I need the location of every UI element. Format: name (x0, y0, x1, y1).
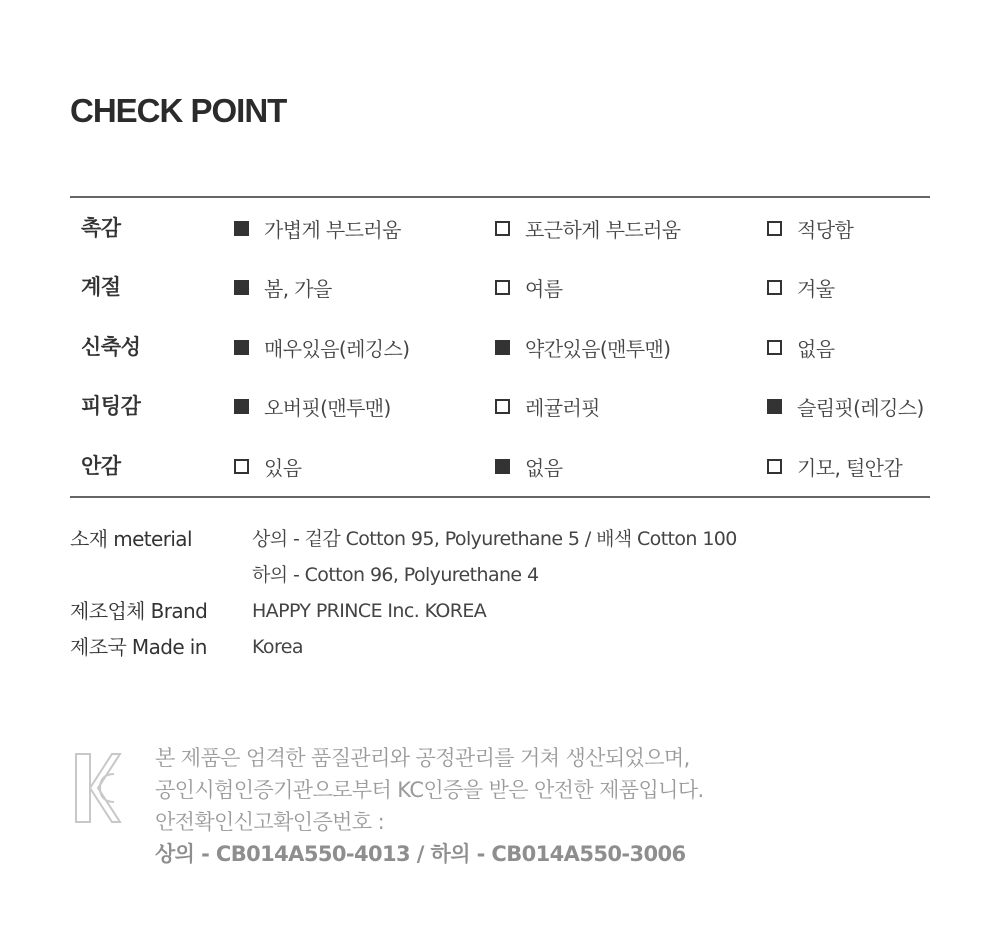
checkbox-empty (767, 280, 782, 295)
option-label: 슬림핏(레깅스) (797, 395, 924, 420)
option-item (767, 208, 853, 248)
checkbox-empty (495, 399, 510, 414)
table-row-fit (70, 386, 930, 426)
table-row-touch (70, 208, 930, 248)
brand-value: HAPPY PRINCE Inc. KOREA (252, 600, 487, 622)
kc-mark-icon (74, 752, 122, 824)
option-item (767, 327, 834, 367)
row-label: 계절 (81, 275, 121, 299)
made-in-label: 제조국 Made in (70, 635, 207, 659)
option-item (234, 327, 409, 367)
row-label: 안감 (81, 454, 121, 478)
option-label: 약간있음(맨투맨) (525, 336, 671, 361)
row-label: 피팅감 (81, 394, 141, 418)
option-item (234, 446, 301, 486)
option-item (495, 267, 562, 307)
option-item (495, 446, 562, 486)
table-row-stretch (70, 327, 930, 367)
checkbox-empty (767, 459, 782, 474)
checkbox-checked (234, 340, 249, 355)
option-label: 있음 (264, 455, 302, 480)
option-label: 매우있음(레깅스) (264, 336, 410, 361)
table-row-season (70, 267, 930, 307)
brand-label: 제조업체 Brand (70, 599, 208, 623)
option-label: 적당함 (797, 217, 854, 242)
made-in-value: Korea (252, 636, 303, 658)
checkbox-empty (767, 221, 782, 236)
option-label: 봄, 가을 (264, 276, 332, 301)
option-item (234, 386, 391, 426)
table-row-lining (70, 446, 930, 486)
option-item (767, 446, 902, 486)
row-label: 신축성 (81, 335, 141, 359)
checkbox-checked (234, 399, 249, 414)
material-label: 소재 meterial (70, 527, 192, 551)
option-item (234, 208, 401, 248)
check-point-table (70, 196, 930, 498)
option-label: 포근하게 부드러움 (525, 217, 681, 242)
page-title: CHECK POINT (70, 92, 287, 129)
option-item (767, 386, 924, 426)
checkbox-checked (495, 459, 510, 474)
kc-notice-line: 안전확인신고확인증번호 : (155, 810, 385, 834)
checkbox-empty (767, 340, 782, 355)
material-line-bottom: 하의 - Cotton 96, Polyurethane 4 (252, 564, 539, 586)
option-label: 없음 (525, 455, 563, 480)
option-label: 오버핏(맨투맨) (264, 395, 391, 420)
option-item (767, 267, 834, 307)
option-label: 가볍게 부드러움 (264, 217, 401, 242)
option-label: 레귤러핏 (525, 395, 600, 420)
row-label: 촉감 (81, 216, 121, 240)
option-item (495, 208, 681, 248)
kc-cert-number: 상의 - CB014A550-4013 / 하의 - CB014A550-3006 (155, 842, 686, 866)
checkbox-checked (495, 340, 510, 355)
checkbox-checked (767, 399, 782, 414)
option-item (234, 267, 332, 307)
option-label: 겨울 (797, 276, 835, 301)
kc-notice-line: 본 제품은 엄격한 품질관리와 공정관리를 거쳐 생산되었으며, (155, 746, 690, 770)
option-item (495, 327, 670, 367)
option-label: 없음 (797, 336, 835, 361)
checkbox-empty (495, 280, 510, 295)
material-line-top: 상의 - 겉감 Cotton 95, Polyurethane 5 / 배색 Cotton 100 (252, 528, 737, 550)
kc-notice-line: 공인시험인증기관으로부터 KC인증을 받은 안전한 제품입니다. (155, 778, 704, 802)
checkbox-empty (495, 221, 510, 236)
checkbox-checked (234, 280, 249, 295)
option-label: 여름 (525, 276, 563, 301)
checkbox-empty (234, 459, 249, 474)
option-item (495, 386, 600, 426)
option-label: 기모, 털안감 (797, 455, 903, 480)
checkbox-checked (234, 221, 249, 236)
